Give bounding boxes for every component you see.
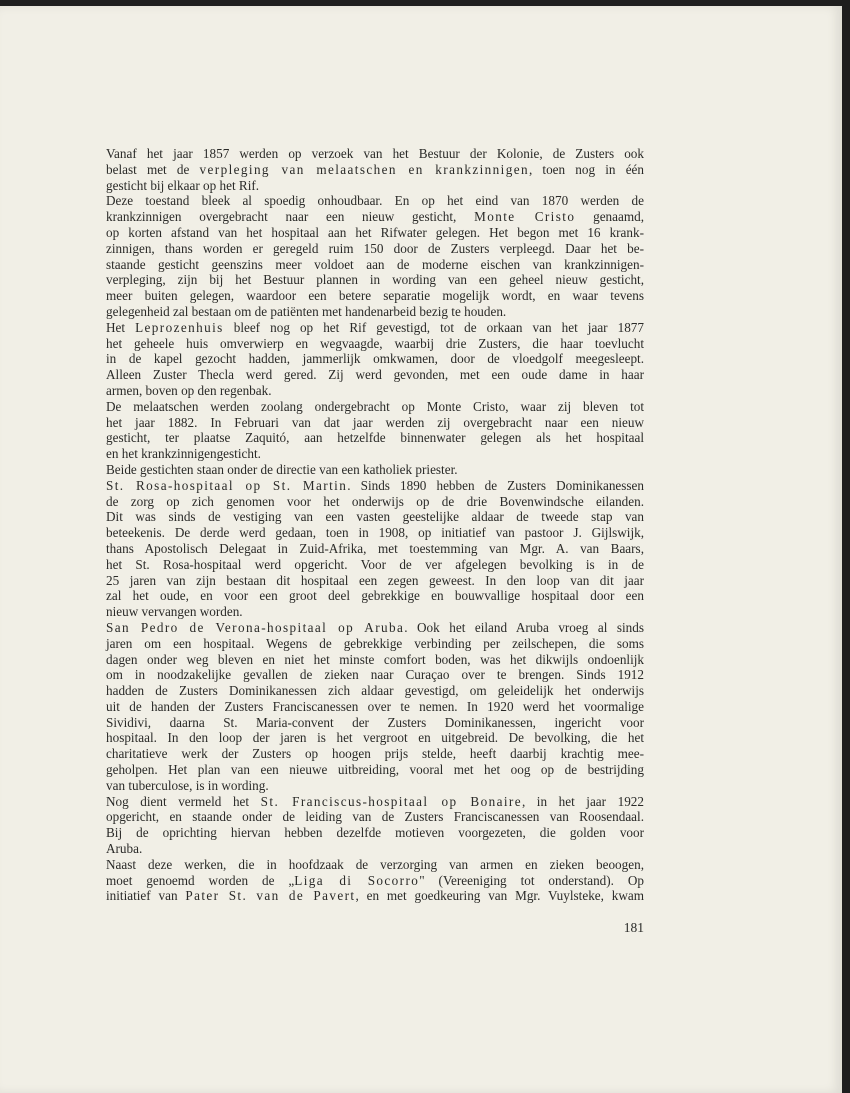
text-segment: geholpen. Het plan van een nieuwe uitbreiding, vooral met het oog op de bestrijding: [106, 762, 644, 778]
text-segment: uit de handen der Zusters Franciscanessen over te nemen. In 1920 werd het voormalige: [106, 698, 644, 714]
text-segment: bleef nog op het Rif gevestigd, tot de orkaan van het jaar 1877: [223, 319, 644, 335]
text-line: [106, 604, 644, 620]
text-segment: 25 jaren van zijn bestaan dit hospitaal een zegen geweest. In den loop van dit jaar: [106, 572, 644, 588]
text-line: [106, 272, 644, 288]
text-line: [106, 209, 644, 225]
spaced-emphasis: verpleging van melaatschen en krankzinnigen: [199, 161, 529, 177]
text-segment: opgericht, en staande onder de leiding van de Zusters Franciscanessen van Roosendaal.: [106, 809, 644, 825]
text-line: [106, 383, 644, 399]
text-segment: armen, boven op den regenbak.: [106, 382, 272, 398]
text-line: [106, 873, 644, 889]
text-line: [106, 509, 644, 525]
text-segment: van tuberculose, is in wording.: [106, 777, 269, 793]
text-segment: gesticht bij elkaar op het Rif.: [106, 177, 260, 193]
text-segment: hospitaal. In den loop der jaren is het vergroot en uitgebreid. De bevolking, die het: [106, 730, 644, 746]
text-segment: zinnigen, thans worden er geregeld ruim 150 door de Zusters verpleegd. Daar het be-: [106, 240, 644, 256]
text-line: [106, 825, 644, 841]
text-line: [106, 178, 644, 194]
text-segment: de zorg op zich genomen voor het onderwijs op de drie Bovenwindsche eilanden.: [106, 493, 644, 509]
text-segment: hadden de Zusters Dominikanessen zich aldaar gevestigd, om geleidelijk het onderwijs: [106, 683, 644, 699]
text-segment: om in noodzakelijke gevallen de zieken naar Curaçao over te brengen. Sinds 1912: [106, 667, 644, 683]
text-line: [106, 399, 644, 415]
text-segment: moet genoemd worden de „: [106, 872, 295, 888]
text-segment: Aruba.: [106, 841, 143, 857]
spaced-emphasis: Monte Cristo: [474, 209, 576, 225]
text-segment: en het krankzinnigengesticht.: [106, 446, 261, 462]
text-line: [106, 699, 644, 715]
text-line: [106, 257, 644, 273]
text-segment: Bij de oprichting hiervan hebben dezelfde motieven voorgezeten, die golden voor: [106, 825, 644, 841]
text-segment: in de kapel gezocht hadden, jammerlijk omkwamen, door de vloedgolf meegesleept.: [106, 351, 644, 367]
text-segment: , toen nog in één: [528, 161, 644, 177]
spaced-emphasis: St. Rosa-hospitaal op St. Martin: [106, 477, 348, 493]
text-line: [106, 494, 644, 510]
text-line: [106, 446, 644, 462]
text-line: [106, 320, 644, 336]
text-segment: gesticht, ter plaatse Zaquitó, aan hetzelfde binnenwater gelegen als het hospitaal: [106, 430, 644, 446]
text-line: [106, 351, 644, 367]
text-segment: op korten afstand van het hospitaal aan het Rifwater gelegen. Het begon met 16 krank-: [106, 224, 644, 240]
text-line: [106, 762, 644, 778]
text-segment: dagen onder weg bleven en niet het minste comfort boden, was het dikwijls ondoenlijk: [106, 651, 644, 667]
text-segment: Beide gestichten staan onder de directie van een katholiek priester.: [106, 461, 458, 477]
text-segment: Dit was sinds de vestiging van een vasten geestelijke aldaar de tweede stap van: [106, 509, 644, 525]
text-line: [106, 193, 644, 209]
text-line: [106, 162, 644, 178]
text-segment: genaamd,: [575, 209, 644, 225]
text-line: [106, 857, 644, 873]
text-line: [106, 809, 644, 825]
text-segment: Deze toestand bleek al spoedig onhoudbaar. En op het eind van 1870 werden de: [106, 193, 644, 209]
text-segment: staande gesticht geenszins meer voldoet aan de moderne eischen van krankzinnigen-: [106, 256, 644, 272]
text-line: [106, 557, 644, 573]
text-line: [106, 730, 644, 746]
text-line: [106, 336, 644, 352]
spaced-emphasis: Leprozenhuis: [135, 319, 224, 335]
text-line: [106, 683, 644, 699]
page-number: 181: [623, 920, 644, 935]
text-segment: nieuw vervangen worden.: [106, 604, 243, 620]
text-line: [106, 241, 644, 257]
text-segment: , in het jaar 1922: [521, 793, 644, 809]
body-text: [106, 146, 644, 904]
text-segment: De melaatschen werden zoolang ondergebracht op Monte Cristo, waar zij bleven tot: [106, 398, 644, 414]
text-line: [106, 888, 644, 904]
text-segment: . Sinds 1890 hebben de Zusters Dominikanessen: [347, 477, 644, 493]
text-line: [106, 588, 644, 604]
text-segment: het St. Rosa-hospitaal werd opgericht. Voor de ver afgelegen bevolking is in de: [106, 556, 644, 572]
text-line: [106, 620, 644, 636]
text-line: [106, 778, 644, 794]
text-segment: het jaar 1882. In Februari van dat jaar werden zij overgebracht naar een nieuw: [106, 414, 644, 430]
text-line: [106, 541, 644, 557]
text-line: [106, 636, 644, 652]
text-line: [106, 430, 644, 446]
text-line: [106, 715, 644, 731]
text-line: [106, 288, 644, 304]
text-line: [106, 478, 644, 494]
text-segment: gelegenheid zal bestaan om de patiënten met handenarbeid bezig te houden.: [106, 303, 507, 319]
text-segment: thans Apostolisch Delegaat in Zuid-Afrika, met toestemming van Mgr. A. van Baars,: [106, 540, 644, 556]
text-line: [106, 415, 644, 431]
text-segment: Sividivi, daarna St. Maria-convent der Zusters Dominikanessen, ingericht voor: [106, 714, 644, 730]
text-segment: Het: [106, 319, 136, 335]
text-segment: krankzinnigen overgebracht naar een nieuw gesticht,: [106, 209, 475, 225]
text-segment: Naast deze werken, die in hoofdzaak de verzorging van armen en zieken beoogen,: [106, 856, 644, 872]
text-segment: meer buiten gelegen, waardoor een betere separatie mogelijk wordt, en waar tevens: [106, 288, 644, 304]
text-line: [106, 525, 644, 541]
text-segment: zal het oude, en voor een groot deel gebrekkige en bouwvallige hospitaal door een: [106, 588, 644, 604]
text-segment: , en met goedkeuring van Mgr. Vuylsteke, kwam: [355, 888, 644, 904]
spaced-emphasis: Liga di Socorro: [294, 872, 420, 888]
text-segment: beteekenis. De derde werd gedaan, toen in 1908, op initiatief van pastoor J. Gijlswijk,: [106, 525, 644, 541]
text-line: [106, 573, 644, 589]
text-segment: initiatief van: [106, 888, 186, 904]
text-line: [106, 146, 644, 162]
book-page: [0, 6, 842, 1093]
text-segment: Vanaf het jaar 1857 werden op verzoek van het Bestuur der Kolonie, de Zusters ook: [106, 146, 644, 161]
text-segment: Alleen Zuster Thecla werd gered. Zij werd gevonden, met een oude dame in haar: [106, 367, 644, 383]
text-segment: belast met de: [106, 161, 200, 177]
text-line: [106, 462, 644, 478]
text-segment: charitatieve werk der Zusters op hoogen prijs stelde, heeft daarbij krachtig mee-: [106, 746, 644, 762]
text-line: [106, 304, 644, 320]
spaced-emphasis: Pater St. van de Pavert: [185, 888, 356, 904]
text-segment: het geheele huis omverwierp en wegvaagde, waarbij drie Zusters, die haar toevlucht: [106, 335, 644, 351]
text-line: [106, 225, 644, 241]
text-segment: . Ook het eiland Aruba vroeg al sinds: [404, 619, 644, 635]
text-segment: verpleging, zijn bij het Bestuur plannen in wording van een geheel nieuw gesticht,: [106, 272, 644, 288]
spaced-emphasis: St. Franciscus-hospitaal op Bonaire: [260, 793, 522, 809]
spaced-emphasis: San Pedro de Verona-hospitaal op Aruba: [106, 619, 405, 635]
text-segment: jaren om een hospitaal. Wegens de gebrekkige verbinding per zeilschepen, die soms: [106, 635, 644, 651]
text-line: [106, 746, 644, 762]
text-segment: Nog dient vermeld het: [106, 793, 261, 809]
text-line: [106, 841, 644, 857]
text-line: [106, 667, 644, 683]
text-line: [106, 367, 644, 383]
text-line: [106, 652, 644, 668]
text-segment: " (Vereeniging tot onderstand). Op: [419, 872, 644, 888]
text-line: [106, 794, 644, 810]
